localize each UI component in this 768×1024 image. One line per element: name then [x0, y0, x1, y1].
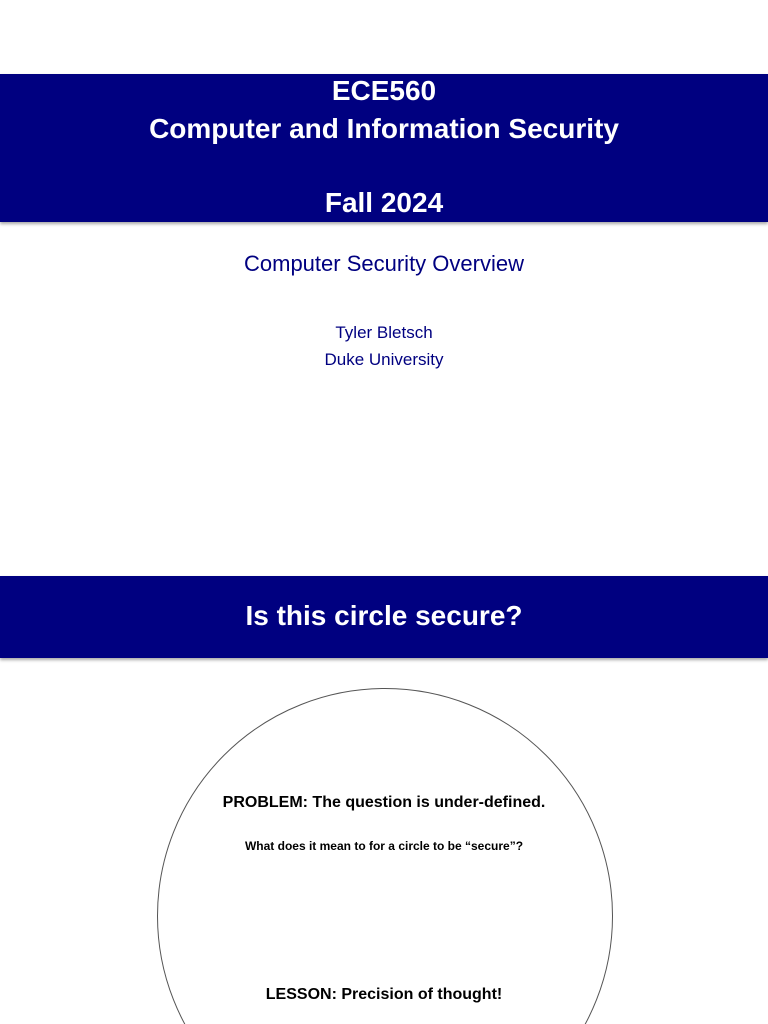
course-code: ECE560 — [331, 75, 437, 106]
title-banner — [0, 74, 768, 222]
course-term: Fall 2024 — [324, 187, 444, 218]
question-text: What does it mean to for a circle to be “secure”? — [244, 839, 524, 853]
author-affiliation: Duke University — [324, 350, 444, 369]
slide-title-text: Is this circle secure? — [245, 600, 523, 631]
author-name: Tyler Bletsch — [335, 323, 433, 342]
course-name: Computer and Information Security — [149, 113, 619, 144]
problem-statement: PROBLEM: The question is under-defined. — [222, 794, 546, 811]
lesson-statement: LESSON: Precision of thought! — [265, 986, 503, 1003]
lecture-subtitle: Computer Security Overview — [244, 251, 524, 276]
slide-title-banner — [0, 576, 768, 658]
